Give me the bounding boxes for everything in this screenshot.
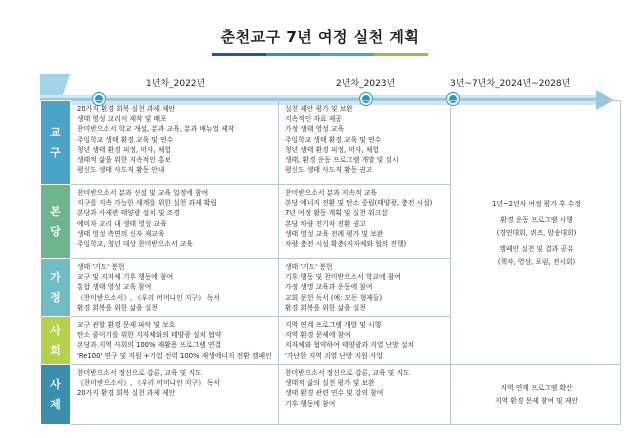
year1-item: 지구를 지속 가능한 세계를 위한 실천 과제 확립 [77, 199, 217, 208]
year1-item: 본당과 지역 사회의 100% 재활용 프로그램 연결 [77, 341, 222, 350]
year2-item: 생태적 삶의 실천 평가 및 보완 [285, 379, 375, 388]
category-char: 가 [50, 270, 61, 284]
year1-item: 교구 관할 환경 문제 파악 및 보호 [77, 321, 176, 329]
year1-item: 찬미받으소서 정신으로 강론, 교육 및 지도 [77, 369, 202, 377]
year1-item: 교구 및 지자체 기후 행동에 참여 [77, 273, 174, 282]
year1-item: 생태 영성 교리서 제작 및 배포 [77, 115, 167, 124]
title-bar-4 [374, 53, 428, 56]
later-years-item: 캠페인 실천 및 결과 공유 [499, 244, 574, 253]
year1-item: 주일학교, 청년 대상 찬미받으소서 교육 [77, 240, 193, 249]
year1-item: 생태 '기도' 봉헌 [77, 263, 125, 271]
year2-cell [279, 101, 451, 185]
later-years-item: (책자, 영상, 포럼, 전시회) [497, 257, 576, 266]
year2-item: 청년 생태 환경 피정, 미사, 체험 [285, 145, 379, 154]
year1-item: 평신도 생태 사도직 활동 안내 [77, 166, 165, 175]
category-label [41, 101, 71, 185]
title-bar-2 [266, 53, 320, 56]
title-underline [212, 53, 428, 56]
category-char: 당 [50, 224, 61, 238]
year2-item: 지역 환경 문제에 참여 [285, 331, 351, 340]
year2-item: 7년 여정 활동 계획 및 실천 워크샵 [285, 209, 388, 218]
category-char: 정 [50, 290, 61, 304]
year2-item: '가난한 지역 지열 난방 지원 사업 [285, 351, 384, 360]
year1-cell [71, 185, 279, 259]
later-years-priesthood-item: 지역 연계 프로그램 확산 [500, 384, 573, 392]
year1-item: 청년 생태 환경 피정, 미사, 체험 [77, 145, 171, 154]
year2-item: 지자체와 협약하여 태양광과 지열 난방 설치 [285, 341, 414, 350]
year1-item: 20가지 환경 회복 실천 과제 제안 [77, 105, 176, 113]
category-char: 제 [50, 397, 61, 411]
category-label [41, 317, 71, 365]
later-years-block [457, 198, 616, 211]
year2-item: 지역 연계 프로그램 개발 및 시행 [285, 321, 382, 329]
year1-item: 《찬미받으소서》, 《우리 어머니인 지구》 독서 [77, 293, 221, 302]
later-years-cell [451, 101, 621, 365]
year1-item: 생태 영성 측면의 신자 재교육 [77, 229, 165, 238]
year2-item: 찬미받으소서 분과 지속적 교육 [285, 189, 377, 197]
year2-item: 기후 행동에 참여 [285, 399, 336, 408]
page-title: 춘천교구 7년 여정 실천 계획 [220, 28, 420, 46]
category-char: 교 [50, 125, 61, 139]
year1-item: 주일학교 생태 환경 교육 및 연수 [77, 135, 174, 144]
year2-cell [279, 185, 451, 259]
year2-item: 교회 문헌 독서 (예: 모든 형제들) [285, 293, 383, 302]
category-char: 회 [50, 343, 61, 357]
year2-item: 가정 생태 영성 교육 [285, 125, 345, 134]
title-bar-3 [320, 53, 374, 56]
category-char: 본 [50, 204, 61, 218]
year2-item: 주일학교 생태 환경 교육 및 연수 [285, 135, 382, 144]
later-years-item: 1년~2년차 여정 평가 후 수정 [492, 199, 581, 208]
category-char: 사 [50, 377, 61, 391]
year2-item: 환경 회복을 위한 삶을 실천 [285, 303, 366, 312]
year1-item: 탄소 줄이기를 위한 지자체와의 태양광 설치 협약 [77, 331, 222, 340]
year2-item: 본당 에너지 전환 및 탄소 중립(태양광, 충전 시설) [285, 199, 433, 208]
year2-cell [279, 365, 451, 425]
year1-item: 본당과 사제관 태양광 설치 및 조경 [77, 209, 180, 218]
year1-item: 생태적 삶을 위한 지속적인 홍보 [77, 156, 171, 165]
year1-item: 환경 회복을 위한 삶을 실천 [77, 303, 158, 312]
later-years-item: (경연대회, 퀴즈, 암송대회) [496, 228, 577, 237]
year2-item: 생태 환경 관련 연수 및 강의 참여 [285, 389, 384, 398]
year2-cell [279, 317, 451, 365]
year1-item: 찬미받으소서 학교 개설, 분과 교육, 분과 매뉴얼 제작 [77, 125, 235, 134]
year2-item: 생태 '기도' 봉헌 [285, 263, 333, 271]
later-years-priesthood-item: 지역 환경 문제 참여 및 제안 [494, 397, 579, 405]
year2-item: 차량 충전 시설 확충(지자체와 협의 진행) [285, 240, 407, 249]
year2-item: 본당 차량 전기차 전환 권고 [285, 219, 366, 228]
year2-cell [279, 259, 451, 317]
phase-label-year2: 2년차_2023년 [336, 79, 396, 89]
year1-cell [71, 365, 279, 425]
category-label [41, 185, 71, 259]
category-char: 사 [50, 323, 61, 337]
year1-cell [71, 259, 279, 317]
phase-label-year1: 1년차_2022년 [146, 79, 206, 89]
year1-item: 찬미받으소서 분과 신설 및 교육 일정에 참여 [77, 189, 209, 197]
year2-item: 생태, 환경 운동 프로그램 개발 및 실시 [285, 156, 399, 165]
year2-item: 찬미받으소서 정신으로 강론, 교육 및 지도 [285, 369, 410, 377]
year1-item: 예비자 교리 내 생태 영성 교육 [77, 219, 167, 228]
year2-item: 생태 영성 교육 전례 평가 및 보완 [285, 229, 384, 238]
year2-item: 평신도 생태 사도직 활동 권고 [285, 166, 373, 175]
year2-item: 가정 생명 교육과 운동에 참여 [285, 283, 373, 292]
later-years-priesthood-cell [451, 365, 621, 425]
year1-item: 'Re100' 연구 및 지원 +기업 전력 100% 재생에너지 전환 캠페인 [77, 351, 272, 360]
category-char: 구 [50, 145, 61, 159]
phase-label-later: 3년~7년차_2024년~2028년 [450, 79, 571, 89]
year1-item: 《찬미받으소서》, 《우리 어머니인 지구》 독서 [77, 379, 221, 388]
category-label [41, 259, 71, 317]
category-label [41, 365, 71, 425]
year2-item: 실천 제안 평가 및 보완 [285, 105, 353, 113]
later-years-block [457, 243, 616, 269]
plan-row [41, 365, 621, 425]
later-years-block [457, 214, 616, 240]
plan-row [41, 101, 621, 185]
later-years-item: 환경 운동 프로그램 시행 [500, 215, 573, 224]
title-bar-1 [212, 53, 266, 56]
year1-cell [71, 101, 279, 185]
year1-item: 20가지 환경 회복 실천 과제 제안 [77, 389, 176, 398]
year2-item: 지속적인 자료 제공 [285, 115, 342, 124]
year1-cell [71, 317, 279, 365]
year2-item: 기후 행동 및 찬미받으소서 학교에 참여 [285, 273, 401, 282]
year1-item: 통합 생태 영성 교육 참여 [77, 283, 152, 292]
plan-table [40, 100, 621, 425]
